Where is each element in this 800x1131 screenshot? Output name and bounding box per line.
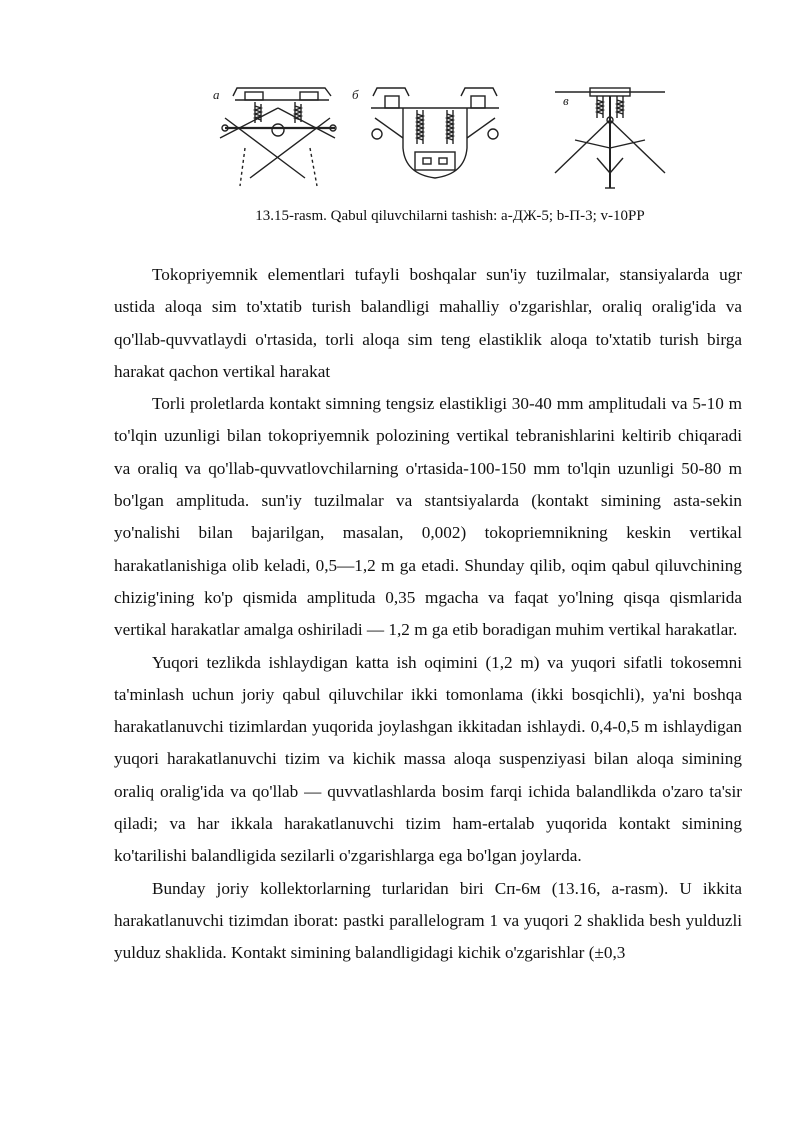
paragraph-4: Bunday joriy kollektorlarning turlaridan biri Сп-6м (13.16, a-rasm). U ikkita harakatlanuvchi tizimdan iborat: pastki parallelogram 1 va yuqori 2 shaklida besh yulduzli yulduz shaklida. Kontakt simining balandligidagi kichik o'zgarishlar (±0,3 — [114, 878, 742, 963]
paragraph-1: Tokopriyemnik elementlari tufayli boshqalar sun'iy tuzilmalar, stansiyalarda ugr ustida aloqa sim to'xtatib turish balandligi mahalliy o'zgarishlar, oraliq oralig'ida va qo'llab-quvvatlaydi o'rtasida, torli aloqa sim teng elastiklik aloqa to'xtatib turish birga harakat qachon vertikal harakat — [114, 265, 742, 381]
panel-label-a: а — [213, 87, 220, 102]
paragraph-2: Torli proletlarda kontakt simning tengsiz elastikligi 30-40 mm amplitudali va 5-10 m to'lqin uzunligi bilan tokopriyemnik polozining vertikal tebranishlarini keltirib chiqaradi va oraliq va qo'llab-quvvatlovchilarning o'rtasida-100-150 mm to'lqin uzunligi 50-80 m bo'lgan amplituda. sun'iy tuzilmalar va stantsiyalarda (kontakt simining asta-sekin yo'nalishi bilan bajarilgan, masalan, 0,002) tokopriemnikning keskin vertikal harakatlanishiga olib keladi, 0,5—1,2 m ga etadi. Shunday qilib, oqim qabul qiluvchining chizig'ining ko'p qismida amplituda 0,35 mgacha va faqat yo'lning qisqa qismlarida vertikal harakatlar amalga oshiriladi — 1,2 m ga etib boradigan muhim vertikal harakatlar. — [114, 394, 742, 640]
body-text — [114, 259, 742, 970]
pantograph-illustration — [205, 78, 685, 196]
panel-label-c: в — [563, 93, 569, 108]
paragraph-3: Yuqori tezlikda ishlaydigan katta ish oqimini (1,2 m) va yuqori sifatli tokosemni ta'minlash uchun joriy qabul qiluvchilar ikki tomonlama (ikki bosqichli), ya'ni boshqa harakatlanuvchi tizimlardan yuqorida joylashgan ikkitadan ishlaydi. 0,4-0,5 m ishlaydigan yuqori harakatlanuvchi tizim va kichik massa aloqa suspenziyasi bilan aloqa simining oraliq oralig'ida va qo'llab — quvvatlashlarda bosim farqi ichida balandlikda o'zaro ta'sir qiladi; va har ikkala harakatlanuvchi tizim ham-ertalab yuqorida kontakt simining ko'tarilishi balandligida sezilarli o'zgarishlarga ega bo'lgan joylarda. — [114, 652, 742, 866]
figure-caption: 13.15-rasm. Qabul qiluvchilarni tashish: a-ДЖ-5; b-П-3; v-10PP — [255, 208, 645, 224]
panel-label-b: б — [352, 87, 359, 102]
pantograph-a-drawing — [220, 88, 336, 186]
pantograph-c-drawing — [555, 88, 665, 188]
pantograph-b-drawing — [371, 88, 499, 178]
pantograph-figure — [205, 78, 685, 196]
